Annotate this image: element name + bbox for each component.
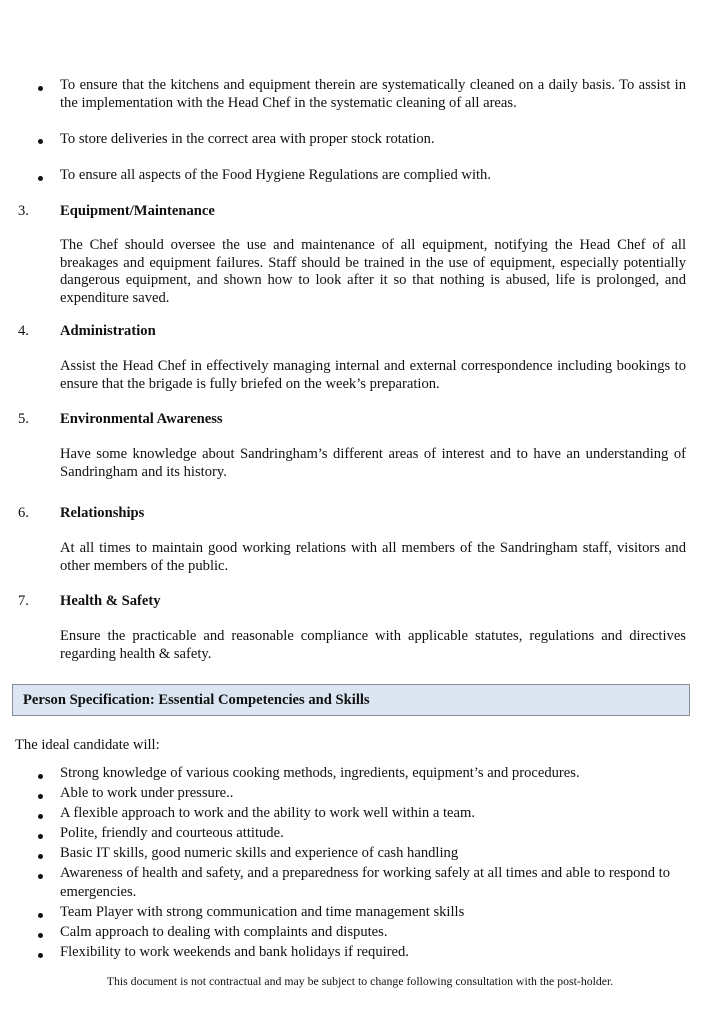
- section-body: Have some knowledge about Sandringham’s different areas of interest and to have an understanding of Sandringham and its history.: [60, 446, 686, 480]
- duty-bullet-text: To store deliveries in the correct area with proper stock rotation.: [60, 131, 435, 147]
- bullet-icon: [36, 808, 44, 825]
- bullet-icon: [36, 80, 44, 97]
- person-spec-header-box: [12, 684, 690, 716]
- skill-item: Team Player with strong communication and time management skills: [60, 904, 465, 920]
- bullet-icon: [36, 133, 44, 150]
- section-number: 3.: [18, 203, 29, 219]
- section-body: The Chef should oversee the use and maintenance of all equipment, notifying the Head Chef of all breakages and equipment failures. Staff should be trained in the use of equipment, especially potentially dangerous equipment, and shown how to look after it so that nothing is abused, life is prolonged, and expenditure saved.: [60, 237, 686, 306]
- document-disclaimer-footer: This document is not contractual and may be subject to change following consultation with the post-holder.: [106, 974, 614, 988]
- bullet-icon: [36, 170, 44, 187]
- skill-item: Awareness of health and safety, and a preparedness for working safely at all times and able to respond to emergencies.: [60, 865, 671, 900]
- section-title: Equipment/Maintenance: [60, 203, 215, 219]
- bullet-icon: [36, 907, 44, 924]
- duty-bullet-text: To ensure that the kitchens and equipment therein are systematically cleaned on a daily basis. To assist in the implementation with the Head Chef in the systematic cleaning of all areas.: [60, 77, 686, 111]
- section-number: 5.: [18, 411, 29, 427]
- bullet-icon: [36, 788, 44, 805]
- section-number: 7.: [18, 593, 29, 609]
- duty-bullet-text: To ensure all aspects of the Food Hygiene Regulations are complied with.: [60, 167, 492, 183]
- skill-item: Flexibility to work weekends and bank holidays if required.: [60, 944, 409, 960]
- section-title: Relationships: [60, 505, 145, 521]
- bullet-icon: [36, 848, 44, 865]
- section-title: Administration: [60, 323, 156, 339]
- skill-item: A flexible approach to work and the ability to work well within a team.: [60, 805, 476, 821]
- section-body: Assist the Head Chef in effectively managing internal and external correspondence including bookings to ensure that the brigade is fully briefed on the week’s preparation.: [60, 358, 686, 392]
- skill-item: Polite, friendly and courteous attitude.: [60, 825, 284, 841]
- skill-item: Able to work under pressure..: [60, 785, 234, 801]
- section-title: Environmental Awareness: [60, 411, 223, 427]
- section-number: 6.: [18, 505, 29, 521]
- section-title: Health & Safety: [60, 593, 161, 609]
- skill-item: Strong knowledge of various cooking methods, ingredients, equipment’s and procedures.: [60, 765, 580, 781]
- person-spec-title: Person Specification: Essential Competencies and Skills: [23, 692, 370, 708]
- skill-item: Calm approach to dealing with complaints and disputes.: [60, 924, 388, 940]
- bullet-icon: [36, 868, 44, 885]
- section-body: Ensure the practicable and reasonable compliance with applicable statutes, regulations and directives regarding health & safety.: [60, 628, 686, 662]
- bullet-icon: [36, 927, 44, 944]
- section-number: 4.: [18, 323, 29, 339]
- ideal-candidate-intro: The ideal candidate will:: [15, 737, 160, 753]
- bullet-icon: [36, 828, 44, 845]
- bullet-icon: [36, 947, 44, 964]
- skill-item: Basic IT skills, good numeric skills and experience of cash handling: [60, 845, 459, 861]
- bullet-icon: [36, 768, 44, 785]
- section-body: At all times to maintain good working relations with all members of the Sandringham staff, visitors and other members of the public.: [60, 540, 686, 574]
